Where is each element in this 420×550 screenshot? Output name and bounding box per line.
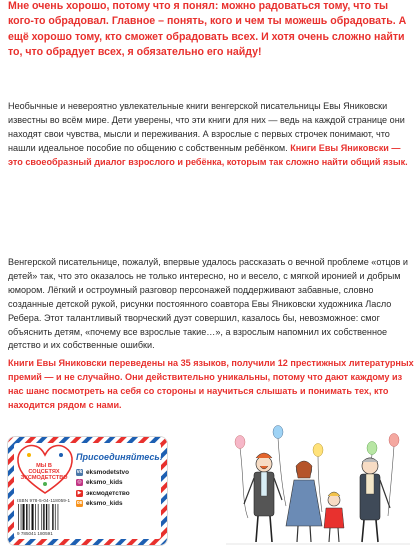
barcode-bar — [32, 504, 34, 530]
social-item-odnoklassniki[interactable] — [76, 499, 130, 510]
barcode — [17, 504, 71, 530]
social-card — [8, 437, 167, 545]
barcode-bar — [41, 504, 42, 530]
social-item-vk[interactable] — [76, 467, 130, 478]
social-label: эксмодетство — [86, 489, 130, 497]
paragraph-intro-highlight: Книги Евы Яниковски — это своеобразный диалог взрослого и ребёнка, которым так сложно найти общий язык. — [8, 142, 408, 167]
paragraph-description: Венгерской писательнице, пожалуй, впервые удалось рассказать о вечной проблеме «отцов и детей» так, что это оказалось не только интересно, но и весело, с мягкой иронией и добрым юмором. Лёгкий и остроумный разговор персонажей поддерживают забавные, словно созданные детской рукой, рисунки постоянного соавтора Евы Яниковски художника Ласло Ребера. Этот талантливый творческий дуэт совершил, казалось бы, невозможное: смог объяснить детям, «почему все взрослые такие…», а взрослым напомнил их собственное детство и их собственные ошибки. — [8, 257, 408, 351]
social-list — [76, 467, 130, 509]
lead-quote: Мне очень хорошо, потому что я понял: можно радоваться тому, что ты кого-то обрадовал. Главное – понять, кого и чем ты можешь обрадовать. А ещё хорошо тому, кто сможет обрадовать всех. И хотя очень сложно найти то, что обрадует всех, я обязательно его найду! — [8, 0, 407, 59]
barcode-bar — [23, 504, 25, 530]
barcode-bar — [52, 504, 53, 530]
odnoklassniki-icon: ок — [76, 500, 83, 507]
social-item-instagram[interactable] — [76, 478, 130, 489]
instagram-icon: ◎ — [77, 479, 82, 486]
paragraph-awards: Книги Евы Яниковски переведены на 35 языков, получили 12 престижных литературных премий — и не случайно. Они действительно уникальны, потому что дают каждому из нас шанс посмотреть на себя со стороны и научиться слышать и понимать тех, кто находится рядом с нами. — [8, 358, 414, 410]
join-label: Присоединяйтесь! — [76, 452, 163, 462]
isbn-label: ISBN 978-5-04-118059-1 — [17, 498, 71, 503]
youtube-icon: ▶ — [77, 489, 82, 496]
social-item-youtube[interactable] — [76, 488, 130, 499]
barcode-number: 9 785041 180591 — [17, 531, 53, 536]
barcode-bar — [49, 504, 50, 530]
family-illustration — [222, 408, 414, 548]
barcode-bar — [55, 504, 56, 530]
barcode-bar — [38, 504, 39, 530]
card-inner — [14, 443, 161, 539]
barcode-bar — [35, 504, 36, 530]
social-label: eksmo_kids — [86, 479, 123, 487]
barcode-bar — [29, 504, 30, 530]
barcode-bar — [58, 504, 59, 530]
paragraph-intro — [8, 100, 414, 170]
barcode-bar — [18, 504, 19, 530]
barcode-bar — [43, 504, 44, 530]
barcode-bar — [46, 504, 47, 530]
social-label: eksmo_kids — [86, 500, 123, 508]
social-label: eksmodetstvo — [86, 468, 129, 476]
paragraph-intro-text: Необычные и невероятно увлекательные книги венгерской писательницы Евы Яниковски известны во всём мире. Дети уверены, что эти книги для них — ведь на каждой странице они находят свои чувства, мысли и переживания. А взрослые с первых строчек понимают, что нашли идеальное пособие по общению с собственным ребёнком. — [8, 101, 405, 153]
heart-label: МЫ В СОЦСЕТЯХ ЭКСМОДЕТСТВО — [20, 463, 68, 481]
vk-icon: vk — [76, 468, 83, 475]
barcode-bar — [26, 504, 27, 530]
barcode-bar — [21, 504, 22, 530]
